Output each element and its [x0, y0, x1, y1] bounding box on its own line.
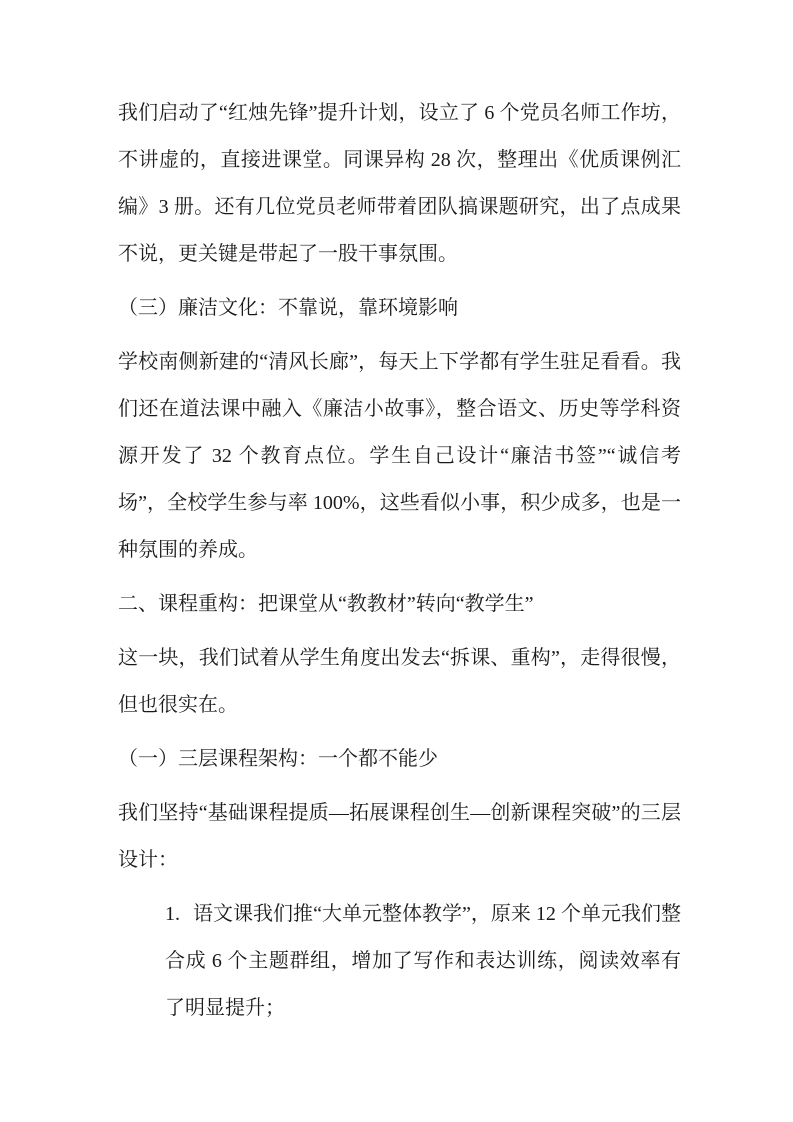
paragraph-curriculum-intro: 这一块，我们试着从学生角度出发去“拆课、重构”，走得很慢，但也很实在。	[118, 647, 681, 716]
heading-curriculum-restructure: 二、课程重构：把课堂从“教教材”转向“教学生”	[118, 593, 534, 615]
heading-integrity-culture: （三）廉洁文化：不靠说，靠环境影响	[118, 297, 458, 319]
paragraph-three-tier-design: 我们坚持“基础课程提质—拓展课程创生—创新课程突破”的三层设计：	[118, 802, 681, 871]
list-item-number: 1.	[165, 903, 180, 925]
list-item-chinese-class	[165, 891, 681, 1032]
heading-three-tier-structure: （一）三层课程架构：一个都不能少	[118, 748, 438, 770]
list-item-text: 语文课我们推“大单元整体教学”，原来 12 个单元我们整合成 6 个主题群组，增加了写作和表达训练，阅读效率有了明显提升；	[165, 903, 681, 1019]
paragraph-red-candle-program: 我们启动了“红烛先锋”提升计划，设立了 6 个党员名师工作坊，不讲虚的，直接进课堂。同课异构 28 次，整理出《优质课例汇编》3 册。还有几位党员老师带着团队搞课题研究，出了点成果不说，更关键是带起了一股干事氛围。	[118, 102, 681, 265]
paragraph-integrity-culture: 学校南侧新建的“清风长廊”，每天上下学都有学生驻足看看。我们还在道法课中融入《廉洁小故事》，整合语文、历史等学科资源开发了 32 个教育点位。学生自己设计“廉洁书签”“诚信考场”，全校学生参与率 100%，这些看似小事，积少成多，也是一种氛围的养成。	[118, 351, 681, 561]
